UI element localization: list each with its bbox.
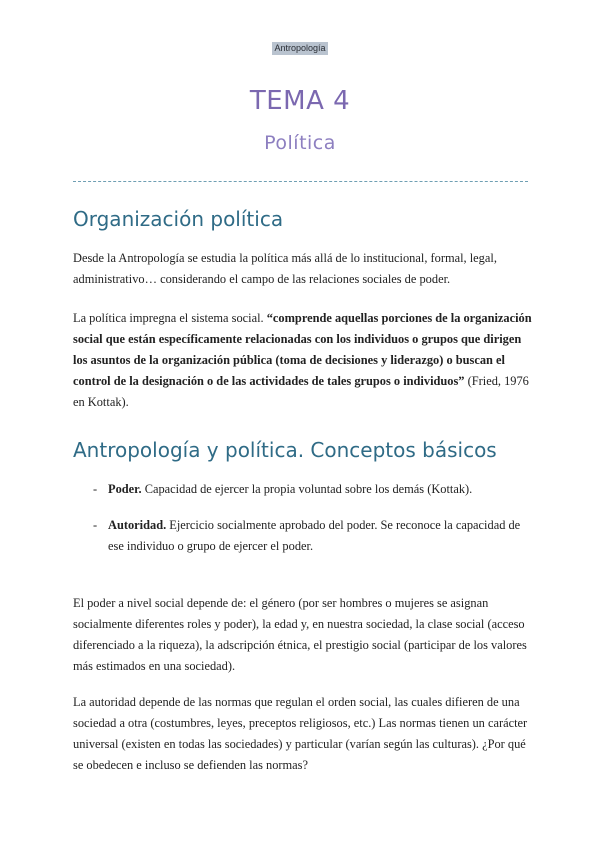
bullet-term: Autoridad. [108, 518, 167, 532]
page-title: TEMA 4 [249, 86, 351, 116]
bullet-marker: - [93, 482, 98, 496]
paragraph-2-intro: La política impregna el sistema social. [73, 311, 267, 325]
section-heading-organizacion: Organización política [73, 207, 284, 231]
paragraph-2 [73, 308, 533, 413]
header-tag [0, 38, 600, 56]
page-subtitle: Política [264, 132, 336, 154]
paragraph-2-quote: “comprende aquellas porciones de la organización social que están específicamente relacionadas con los individuos o grupos que dirigen los asuntos de la organización pública (toma de decisiones y liderazgo) o buscan el control de la designación o de las actividades de tales grupos o individuos” [73, 311, 532, 388]
dashed-divider [73, 181, 528, 182]
bullet-text: Capacidad de ejercer la propia voluntad sobre los demás (Kottak). [141, 482, 473, 496]
bullet-item-autoridad [93, 515, 533, 557]
header-tag-label: Antropología [274, 43, 326, 53]
bullet-item-poder [93, 479, 533, 500]
bullet-term: Poder. [108, 482, 142, 496]
paragraph-3: El poder a nivel social depende de: el género (por ser hombres o mujeres se asignan socialmente diferentes roles y poder), la edad y, en nuestra sociedad, la clase social (acceso diferenciado a la riqueza), la adscripción étnica, el prestigio social (participar de los valores más estimados en una sociedad). [73, 596, 527, 673]
paragraph-2-cite: (Fried, 1976 en Kottak). [73, 374, 529, 409]
paragraph-4: La autoridad depende de las normas que regulan el orden social, las cuales difieren de una sociedad a otra (costumbres, leyes, preceptos religiosos, etc.) Las normas tienen un carácter universal (existen en todas las sociedades) y particular (varían según las culturas). ¿Por qué se obedecen e incluso se defienden las normas? [73, 695, 528, 772]
bullet-text: Ejercicio socialmente aprobado del poder. Se reconoce la capacidad de ese individuo o grupo de ejercer el poder. [108, 518, 521, 553]
paragraph-1: Desde la Antropología se estudia la política más allá de lo institucional, formal, legal, administrativo… considerando el campo de las relaciones sociales de poder. [73, 251, 497, 286]
section-heading-conceptos: Antropología y política. Conceptos básicos [73, 438, 497, 462]
bullet-marker: - [93, 518, 98, 532]
